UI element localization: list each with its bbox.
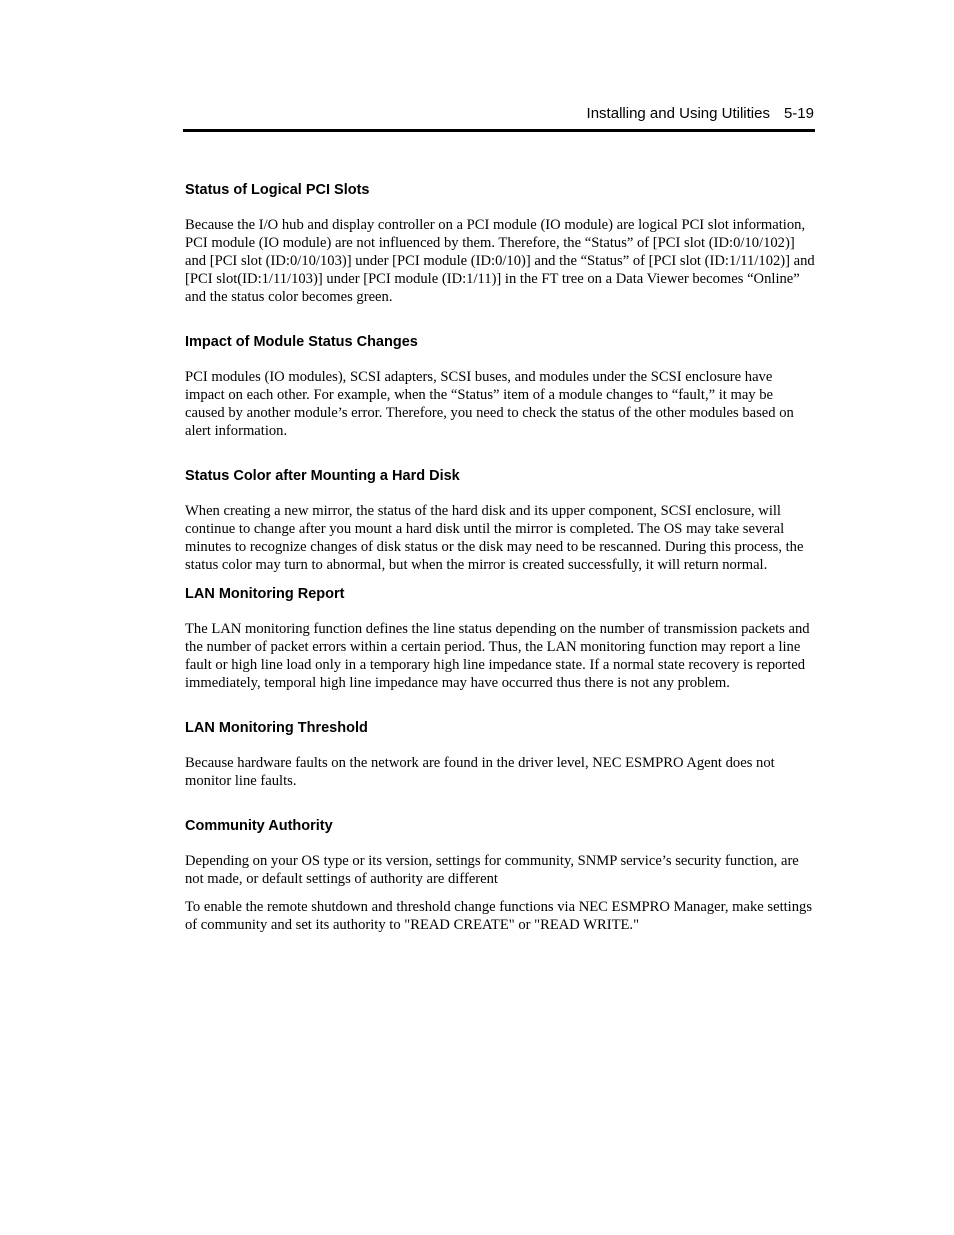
section-heading: Impact of Module Status Changes [185,334,418,350]
section-status-color-hard-disk [185,466,815,574]
section-heading: LAN Monitoring Threshold [185,720,368,736]
paragraph: When creating a new mirror, the status of the hard disk and its upper component, SCSI enclosure, will continue to change after you mount a hard disk until the mirror is completed. The OS may take several minutes to recognize changes of disk status or the disk may need to be rescanned. During this process, the status color may turn to abnormal, but when the mirror is created successfully, it will return normal. [185,503,804,573]
paragraph: Because hardware faults on the network are found in the driver level, NEC ESMPRO Agent does not monitor line faults. [185,755,775,789]
section-heading: Status Color after Mounting a Hard Disk [185,468,460,484]
paragraph: The LAN monitoring function defines the line status depending on the number of transmission packets and the number of packet errors within a certain period. Thus, the LAN monitoring function may report a line fault or high line load only in a temporary high line impedance state. If a normal state recovery is reported immediately, temporal high line impedance may have occurred thus there is not any problem. [185,621,810,691]
page-content [185,180,815,934]
paragraph: Because the I/O hub and display controller on a PCI module (IO module) are logical PCI slot information, PCI module (IO module) are not influenced by them. Therefore, the “Status” of [PCI slot (ID:0/10/102)] and [PCI slot (ID:0/10/103)] under [PCI module (ID:0/10)] and the “Status” of [PCI slot (ID:1/11/102)] and [PCI slot(ID:1/11/103)] under [PCI module (ID:1/11)] in the FT tree on a Data Viewer becomes “Online” and the status color becomes green. [185,217,815,305]
section-logical-pci-slots [185,180,815,306]
paragraph: To enable the remote shutdown and threshold change functions via NEC ESMPRO Manager, make settings of community and set its authority to "READ CREATE" or "READ WRITE." [185,899,813,933]
header-rule [183,129,815,132]
section-heading: Status of Logical PCI Slots [185,182,370,198]
running-header [183,104,814,124]
chapter-title: Installing and Using Utilities [586,105,770,122]
paragraph: PCI modules (IO modules), SCSI adapters, SCSI buses, and modules under the SCSI enclosure have impact on each other. For example, when the “Status” item of a module changes to “fault,” it may be caused by another module’s error. Therefore, you need to check the status of the other modules based on alert information. [185,369,794,439]
section-heading: Community Authority [185,818,333,834]
paragraph: Depending on your OS type or its version, settings for community, SNMP service’s security function, are not made, or default settings of authority are different [185,853,799,887]
section-community-authority [185,816,815,934]
section-lan-monitoring-threshold [185,718,815,790]
section-heading: LAN Monitoring Report [185,586,345,602]
page-number: 5-19 [783,105,814,122]
section-lan-monitoring-report [185,584,815,692]
section-module-status-changes [185,332,815,440]
